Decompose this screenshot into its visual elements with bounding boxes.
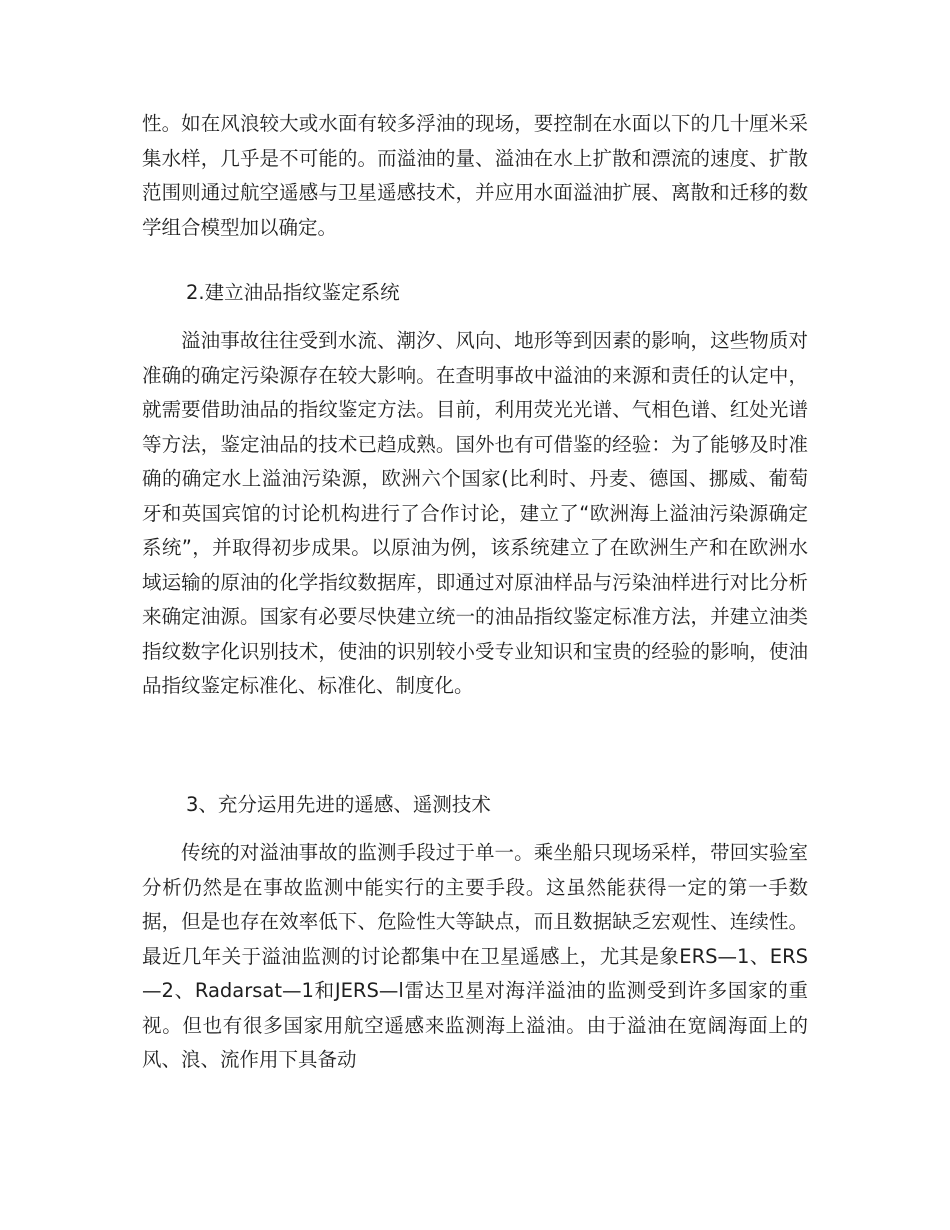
section-3-paragraph: 传统的对溢油事故的监测手段过于单一。乘坐船只现场采样，带回实验室分析仍然是在事故监测中能实行的主要手段。这虽然能获得一定的第一手数据，但是也存在效率低下、危险性大等缺点，而且数据缺乏宏观性、连续性。最近几年关于溢油监测的讨论都集中在卫星遥感上，尤其是象ERS—1、ERS—2、Radarsat—1和JERS—l雷达卫星对海洋溢油的监测受到许多国家的重视。但也有很多国家用航空遥感来监测海上溢油。由于溢油在宽阔海面上的风、浪、流作用下具备动 <box>142 841 808 1071</box>
section-3-heading: 3、充分运用先进的遥感、遥测技术 <box>186 793 491 816</box>
intro-paragraph: 性。如在风浪较大或水面有较多浮油的现场，要控制在水面以下的几十厘米采集水样，几乎是不可能的。而溢油的量、溢油在水上扩散和漂流的速度、扩散范围则通过航空遥感与卫星遥感技术，并应用水面溢油扩展、离散和迁移的数学组合模型加以确定。 <box>142 112 808 239</box>
section-3-paragraph-block <box>142 836 808 1078</box>
section-2-paragraph-block <box>142 324 808 704</box>
section-2-paragraph: 溢油事故往往受到水流、潮汐、风向、地形等到因素的影响，这些物质对准确的确定污染源存在较大影响。在查明事故中溢油的来源和责任的认定中，就需要借助油品的指纹鉴定方法。目前，利用荧光光谱、气相色谱、红处光谱等方法，鉴定油品的技术已趋成熟。国外也有可借鉴的经验：为了能够及时准确的确定水上溢油污染源，欧洲六个国家(比利时、丹麦、德国、挪威、葡萄牙和英国宾馆的讨论机构进行了合作讨论，建立了“欧洲海上溢油污染源确定系统”，并取得初步成果。以原油为例，该系统建立了在欧洲生产和在欧洲水域运输的原油的化学指纹数据库，即通过对原油样品与污染油样进行对比分析来确定油源。国家有必要尽快建立统一的油品指纹鉴定标准方法，并建立油类指纹数字化识别技术，使油的识别较小受专业知识和宝贵的经验的影响，使油品指纹鉴定标准化、标准化、制度化。 <box>142 329 808 697</box>
section-2-heading: 2.建立油品指纹鉴定系统 <box>186 281 400 304</box>
intro-paragraph-block <box>142 107 808 245</box>
